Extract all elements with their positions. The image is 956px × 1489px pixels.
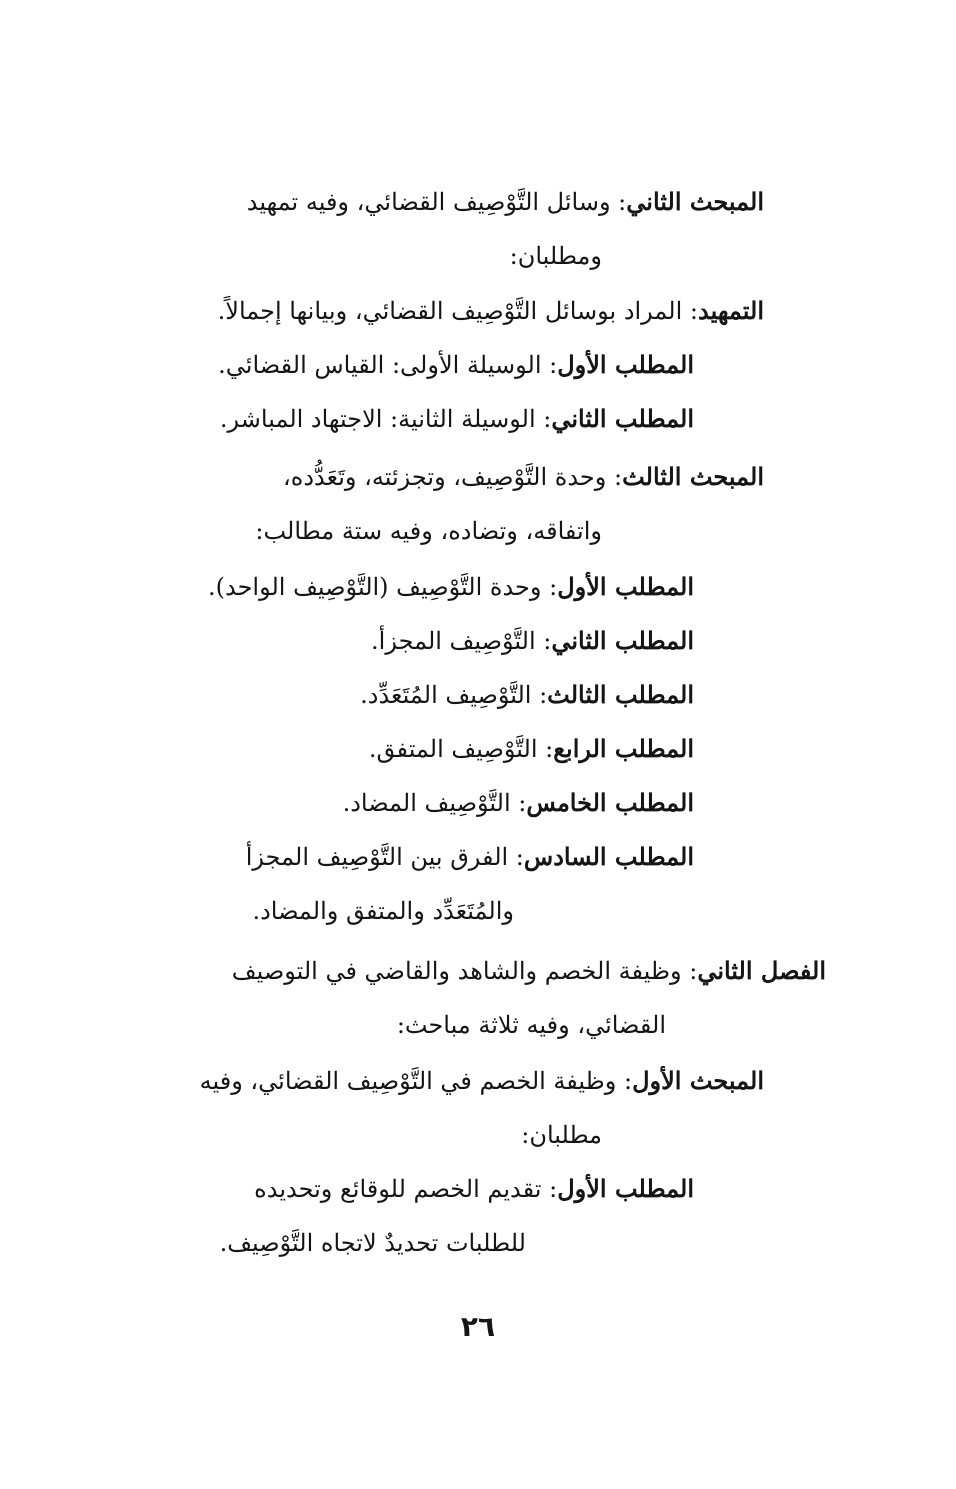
toc-entry-text: الوسيلة الثانية: الاجتهاد المباشر. [219, 405, 536, 433]
toc-entry-label: المبحث الأول [632, 1066, 764, 1095]
toc-entry-label: المبحث الثاني [626, 187, 764, 216]
toc-entry-label: التمهيد [698, 296, 764, 325]
page-number: ٢٦ [460, 1310, 496, 1343]
toc-entry-text: المراد بوسائل التَّوْصِيف القضائي، وبيانها إجمالاً. [217, 297, 683, 325]
toc-entry: المطلب الثاني: الوسيلة الثانية: الاجتهاد المباشر. [219, 404, 694, 433]
toc-entry: المطلب الأول: تقديم الخصم للوقائع وتحديده للطلبات تحديدٌ لاتجاه التَّوْصِيف. [220, 1162, 694, 1270]
toc-entry: المطلب الأول: وحدة التَّوْصِيف (التَّوْصِيف الواحد). [207, 572, 694, 601]
toc-entry-continuation: القضائي، وفيه ثلاثة مباحث: [396, 1011, 666, 1039]
toc-entry-label: المطلب الأول [557, 572, 694, 601]
toc-entry: المطلب الثاني: التَّوْصِيف المجزأ. [371, 626, 694, 655]
toc-entry-label: الفصل الثاني [697, 956, 826, 985]
toc-entry-text: التَّوْصِيف المضاد. [342, 789, 511, 817]
toc-entry-label: المطلب الثاني [551, 626, 694, 655]
toc-entry: التمهيد: المراد بوسائل التَّوْصِيف القضائي، وبيانها إجمالاً. [217, 296, 764, 325]
toc-entry-text: وحدة التَّوْصِيف، وتجزئته، وتَعَدُّده، [283, 463, 607, 491]
toc-entry: المبحث الثاني: وسائل التَّوْصِيف القضائي، وفيه تمهيد ومطلبان: [247, 175, 764, 283]
toc-entry: المبحث الأول: وظيفة الخصم في التَّوْصِيف القضائي، وفيه مطلبان: [200, 1054, 764, 1162]
toc-entry-label: المطلب الثالث [547, 680, 694, 709]
toc-entry-continuation: واتفاقه، وتضاده، وفيه ستة مطالب: [255, 517, 602, 545]
toc-entry-text: التَّوْصِيف المتفق. [368, 735, 538, 763]
toc-entry-label: المطلب الخامس [526, 788, 694, 817]
toc-entry-text: وظيفة الخصم والشاهد والقاضي في التوصيف [231, 957, 682, 985]
toc-entry-label: المطلب السادس [523, 842, 694, 871]
toc-entry-text: وحدة التَّوْصِيف (التَّوْصِيف الواحد). [207, 573, 542, 601]
toc-entry-continuation: مطلبان: [521, 1121, 602, 1149]
toc-entry-text: التَّوْصِيف المجزأ. [371, 627, 536, 655]
toc-entry: المطلب الأول: الوسيلة الأولى: القياس القضائي. [218, 350, 694, 379]
toc-entry-continuation: للطلبات تحديدٌ لاتجاه التَّوْصِيف. [219, 1229, 526, 1257]
toc-entry-continuation: ومطلبان: [509, 242, 602, 270]
toc-entry-text: الوسيلة الأولى: القياس القضائي. [218, 351, 542, 379]
toc-entry: المطلب الرابع: التَّوْصِيف المتفق. [368, 734, 694, 763]
toc-entry-label: المبحث الثالث [622, 462, 764, 491]
toc-entry-text: تقديم الخصم للوقائع وتحديده [254, 1175, 542, 1203]
toc-entry-label: المطلب الرابع [553, 734, 694, 763]
toc-entry: المطلب الثالث: التَّوْصِيف المُتَعَدِّد. [360, 680, 694, 709]
toc-entry-text: وسائل التَّوْصِيف القضائي، وفيه تمهيد [246, 188, 611, 216]
toc-entry-text: الفرق بين التَّوْصِيف المجزأ [245, 843, 509, 871]
toc-entry: المطلب الخامس: التَّوْصِيف المضاد. [342, 788, 694, 817]
toc-entry: المطلب السادس: الفرق بين التَّوْصِيف المجزأ والمُتَعَدِّد والمتفق والمضاد. [246, 830, 694, 938]
toc-entry: المبحث الثالث: وحدة التَّوْصِيف، وتجزئته، وتَعَدُّده، واتفاقه، وتضاده، وفيه ستة مطالب: [255, 450, 764, 558]
toc-entry-label: المطلب الأول [557, 350, 694, 379]
toc-entry-label: المطلب الثاني [551, 404, 694, 433]
toc-entry-continuation: والمُتَعَدِّد والمتفق والمضاد. [252, 897, 514, 925]
toc-entry-label: المطلب الأول [557, 1174, 694, 1203]
toc-entry-text: التَّوْصِيف المُتَعَدِّد. [360, 681, 532, 709]
toc-entry: الفصل الثاني: وظيفة الخصم والشاهد والقاضي في التوصيف القضائي، وفيه ثلاثة مباحث: [232, 944, 826, 1052]
toc-entry-text: وظيفة الخصم في التَّوْصِيف القضائي، وفيه [199, 1067, 617, 1095]
